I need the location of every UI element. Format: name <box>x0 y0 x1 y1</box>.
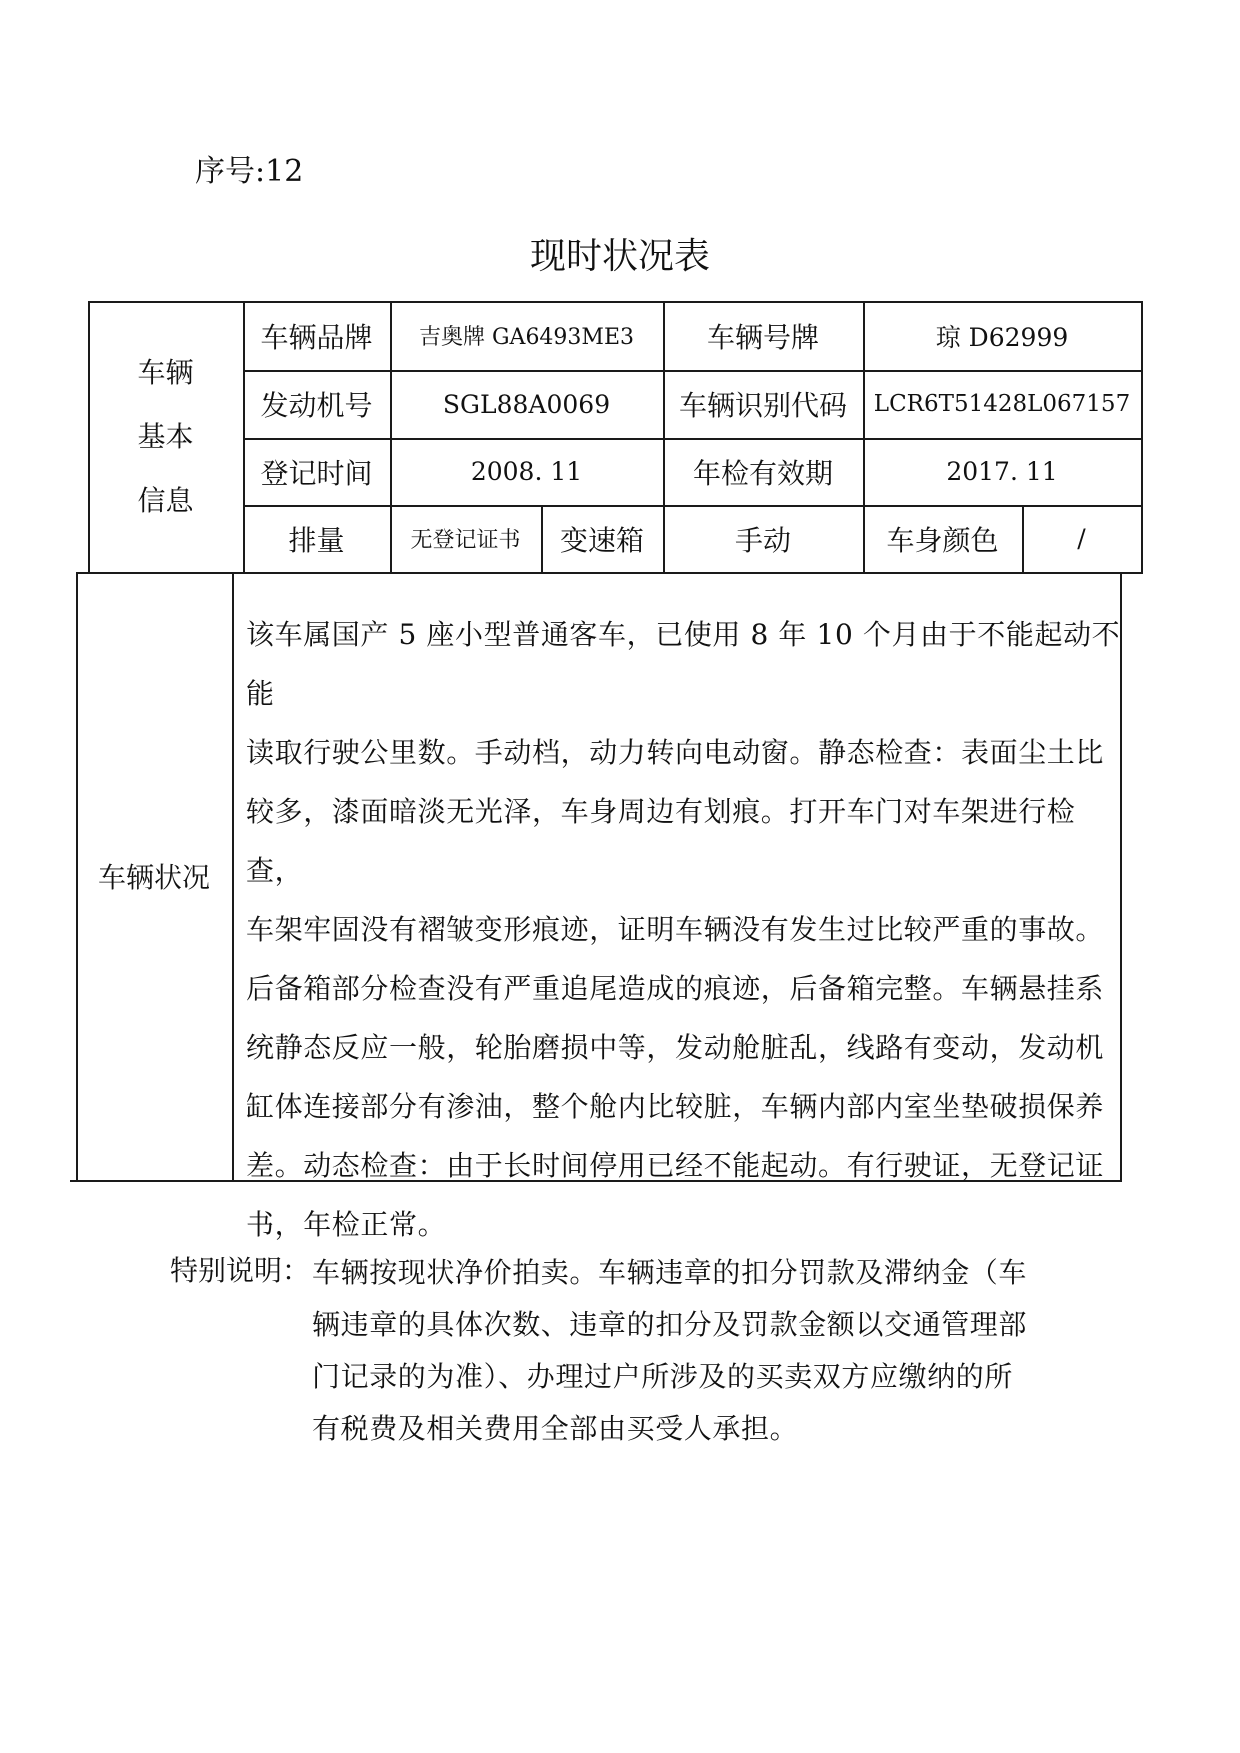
condition-line: 差。动态检查：由于长时间停用已经不能起动。有行驶证，无登记证 <box>246 1149 1105 1182</box>
gearbox-value: 手动 <box>734 523 791 557</box>
body-color-label: 车身颜色 <box>886 523 999 557</box>
basic-info-label-line-2: 基本 <box>137 419 194 453</box>
brand-label: 车辆品牌 <box>260 320 373 354</box>
condition-line: 读取行驶公里数。手动档，动力转向电动窗。静态检查：表面尘土比 <box>246 736 1105 769</box>
engine-number-value: SGL88A0069 <box>442 389 611 419</box>
condition-section-label: 车辆状况 <box>97 861 210 894</box>
notes-line: 有税费及相关费用全部由买受人承担。 <box>312 1412 799 1445</box>
registration-date-label: 登记时间 <box>260 456 373 490</box>
vin-value: LCR6T51428L067157 <box>873 391 1131 417</box>
plate-value: 琼 D62999 <box>935 322 1069 352</box>
notes-line: 辆违章的具体次数、违章的扣分及罚款金额以交通管理部 <box>312 1308 1028 1341</box>
inspection-validity-value: 2017. 11 <box>946 457 1058 486</box>
condition-line: 书，年检正常。 <box>246 1208 447 1241</box>
plate-label: 车辆号牌 <box>706 320 819 354</box>
registration-date-value: 2008. 11 <box>470 457 583 486</box>
gearbox-label: 变速箱 <box>559 523 644 557</box>
condition-line: 较多，漆面暗淡无光泽，车身周边有划痕。打开车门对车架进行检查， <box>246 795 1076 887</box>
basic-info-label-line-1: 车辆 <box>137 355 194 389</box>
basic-info-label-line-3: 信息 <box>137 483 194 517</box>
notes-line: 门记录的为准）、办理过户所涉及的买卖双方应缴纳的所 <box>312 1360 1014 1393</box>
vin-label: 车辆识别代码 <box>678 389 847 422</box>
condition-line: 该车属国产 5 座小型普通客车，已使用 8 年 10 个月由于不能起动不能 <box>246 618 1121 710</box>
special-notes-label: 特别说明： <box>170 1254 311 1287</box>
body-color-value: / <box>1077 524 1086 553</box>
serial-number: 序号:12 <box>195 154 304 189</box>
condition-line: 缸体连接部分有渗油，整个舱内比较脏，车辆内部内室坐垫破损保养 <box>246 1090 1105 1123</box>
basic-info-section-label <box>88 301 243 572</box>
engine-number-label: 发动机号 <box>260 389 373 422</box>
inspection-validity-label: 年检有效期 <box>692 456 833 490</box>
condition-line: 统静态反应一般，轮胎磨损中等，发动舱脏乱，线路有变动，发动机 <box>246 1031 1105 1064</box>
displacement-label: 排量 <box>288 523 345 557</box>
condition-line: 后备箱部分检查没有严重追尾造成的痕迹，后备箱完整。车辆悬挂系 <box>246 972 1105 1005</box>
displacement-value: 无登记证书 <box>410 528 521 553</box>
brand-value: 吉奥牌 GA6493ME3 <box>418 325 635 350</box>
page-title: 现时状况表 <box>529 236 710 277</box>
special-notes-text <box>312 1247 1047 1455</box>
notes-line: 车辆按现状净价拍卖。车辆违章的扣分罚款及滞纳金（车 <box>312 1256 1028 1289</box>
condition-description <box>246 605 1126 1254</box>
condition-line: 车架牢固没有褶皱变形痕迹，证明车辆没有发生过比较严重的事故。 <box>246 913 1105 946</box>
